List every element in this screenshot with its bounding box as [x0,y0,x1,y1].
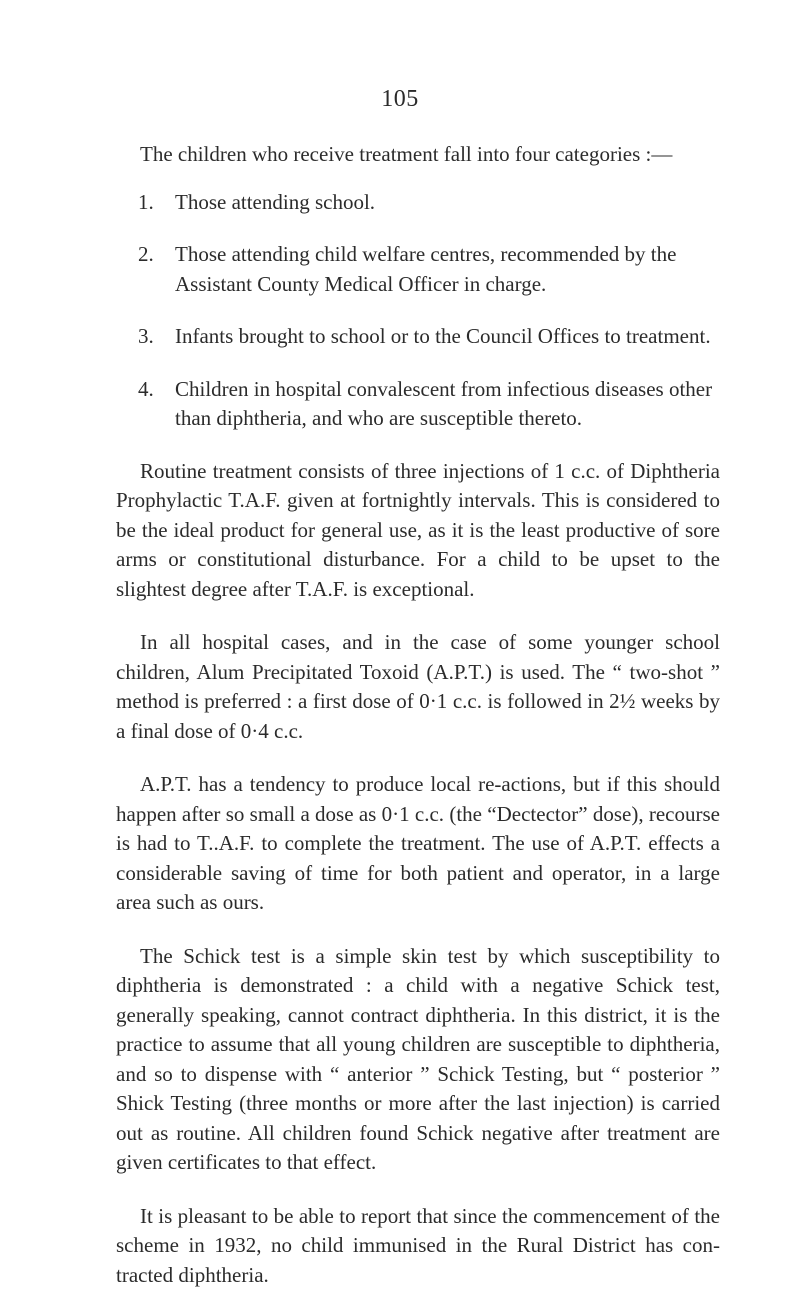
document-body [116,140,720,1314]
list-item-number: 1. [138,189,154,214]
list-item-text: Those attending child welfare centres, recommended by the Assistant County Medical Officer in charge. [175,242,677,296]
list-item-number: 3. [138,324,154,348]
paragraph-schick-test: The Schick test is a simple skin test by which susceptibility to diphtheria is demonstrated : a child with a negative Schick test, generally speaking, cannot contract diphtheria. In this district, it is the practice to assume that all young children are susceptible to diphtheria, and so to dispense with “ anterior ” Schick Testing, but “ posterior ” Shick Testing (three months or more after the last injection) is carried out as routine. All children found Schick negative after treatment are given certificates to that effect. [116,943,720,1174]
list-item-number: 2. [138,242,154,266]
paragraph-hospital-cases: In all hospital cases, and in the case of some younger school children, Alum Precipitated Toxoid (A.P.T.) is used. The “ two-shot ” method is preferred : a first dose of 0·1 c.c. is followed in 2½ weeks by a final dose of 0·4 c.c. [116,630,720,743]
list-item [116,375,720,434]
list-item [116,240,720,299]
list-item-text: Infants brought to school or to the Council Offices to treatment. [175,324,711,348]
list-item-text: Children in hospital convalescent from infectious diseases other than diphtheria, and who are susceptible thereto. [175,376,713,430]
paragraph-routine-treatment: Routine treatment consists of three injections of 1 c.c. of Diphtheria Prophylactic T.A.F. given at fortnightly intervals. This is considered to be the ideal product for general use, as it is the least productive of sore arms or constitutional disturbance. For a child to be upset to the slightest degree after T.A.F. is exceptional. [116,458,720,601]
paragraph-apt-reactions: A.P.T. has a tendency to produce local re-actions, but if this should happen after so small a dose as 0·1 c.c. (the “Dectector” dose), recourse is had to T..A.F. to complete the treatment. The use of A.P.T. effects a considerable saving of time for both patient and operator, in a large area such as ours. [116,772,720,914]
list-item [116,188,720,218]
list-item [116,322,720,352]
intro-paragraph: The children who receive treatment fall into four categories :— [140,142,673,166]
page-number: 105 [381,86,419,112]
list-item-text: Those attending school. [175,189,376,214]
list-item-number: 4. [138,376,154,401]
paragraph-conclusion: It is pleasant to be able to report that since the commencement of the scheme in 1932, no child immunised in the Rural District has con- tracted diphtheria. [116,1203,720,1287]
